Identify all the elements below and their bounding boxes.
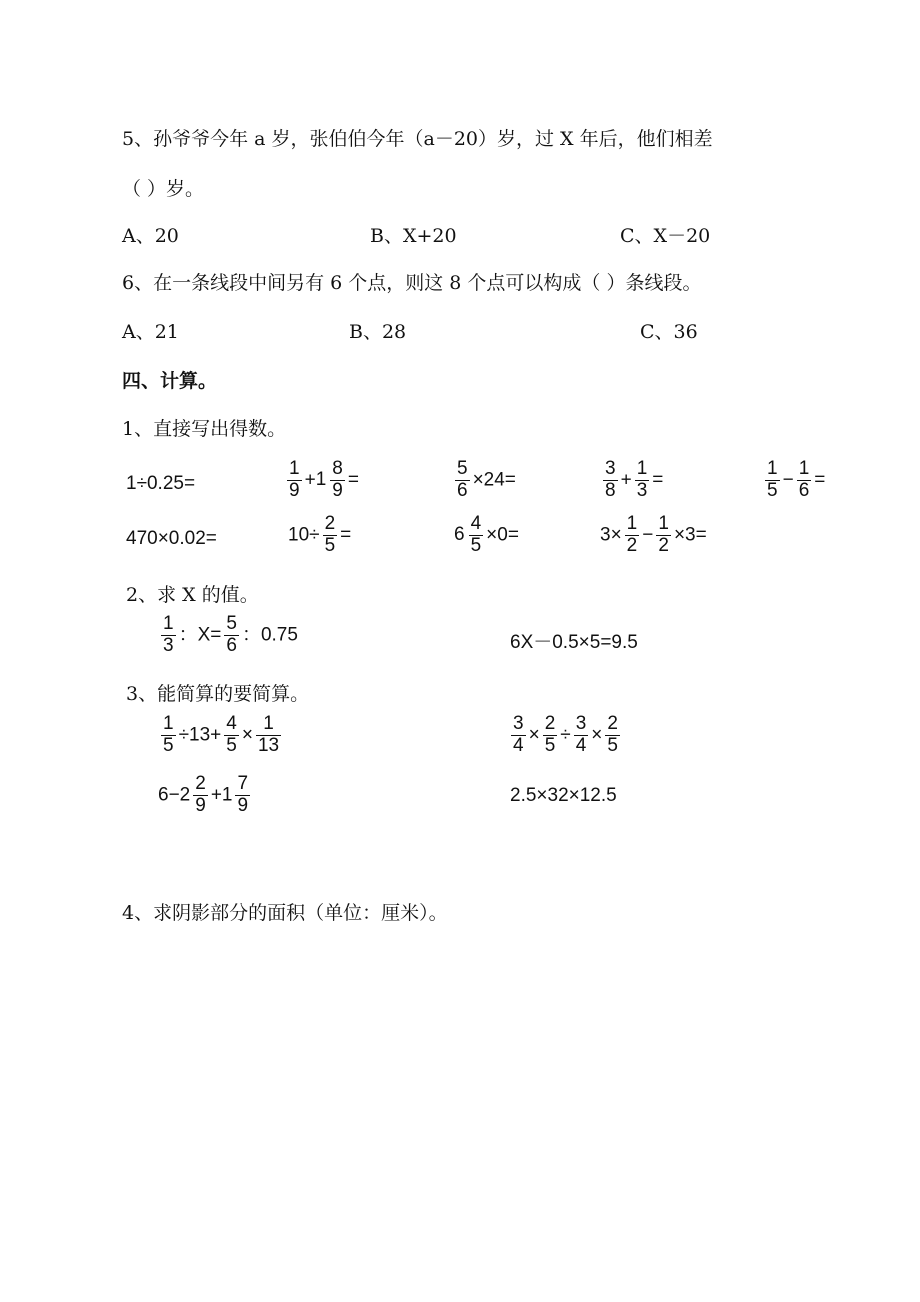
part-4-title: 4、求阴影部分的面积（单位：厘米）。 — [122, 902, 448, 924]
expr-1-5: $\frac{1}{5}$ − $\frac{1}{6}$ = — [767, 458, 826, 501]
expr-2-1: $\frac{1}{3}$ ：X= $\frac{5}{6}$ ：0.75 — [163, 613, 298, 656]
part-2-title: 2、求 X 的值。 — [126, 584, 259, 606]
q6-option-b: B、28 — [349, 321, 407, 343]
q6-option-c: C、36 — [640, 321, 698, 343]
expr-3-2: $\frac{3}{4}$ × $\frac{2}{5}$ ÷ $\frac{3}{4}$ × $\frac{2}{5}$ — [513, 713, 618, 756]
q6-option-a: A、21 — [122, 321, 179, 343]
expr-1-8: 6 $\frac{4}{5}$ ×0= — [454, 513, 519, 556]
expr-1-2: $\frac{1}{9}$ +1 $\frac{8}{9}$ = — [289, 458, 359, 501]
expr-1-1: 1÷0.25= — [126, 473, 196, 494]
expr-1-4: $\frac{3}{8}$ + $\frac{1}{3}$ = — [605, 458, 664, 501]
expr-1-9: 3× $\frac{1}{2}$ − $\frac{1}{2}$ ×3= — [600, 513, 707, 556]
question-5-text: 5、孙爷爷今年 a 岁，张伯伯今年（a－20）岁，过 X 年后，他们相差 — [122, 128, 713, 150]
q5-option-b: B、X+20 — [370, 225, 457, 247]
expr-1-7: 10÷ $\frac{2}{5}$ = — [288, 513, 352, 556]
expr-3-3: 6−2 $\frac{2}{9}$ +1 $\frac{7}{9}$ — [158, 773, 249, 816]
question-6-text: 6、在一条线段中间另有 6 个点，则这 8 个点可以构成（ ）条线段。 — [122, 272, 702, 294]
q5-option-c: C、X－20 — [620, 225, 711, 247]
section-4-title: 四、计算。 — [122, 370, 218, 392]
expr-3-4: 2.5×32×12.5 — [510, 785, 617, 806]
part-3-title: 3、能简算的要简算。 — [126, 683, 310, 705]
expr-2-2: 6X－0.5×5=9.5 — [510, 632, 638, 653]
q5-option-a: A、20 — [122, 225, 179, 247]
expr-3-1: $\frac{1}{5}$ ÷13+ $\frac{4}{5}$ × $\frac{1}{13}$ — [163, 713, 280, 756]
question-5-blank: （ ）岁。 — [122, 178, 205, 200]
expr-1-3: $\frac{5}{6}$ ×24= — [457, 458, 516, 501]
part-1-title: 1、直接写出得数。 — [122, 418, 287, 440]
expr-1-6: 470×0.02= — [126, 528, 217, 549]
